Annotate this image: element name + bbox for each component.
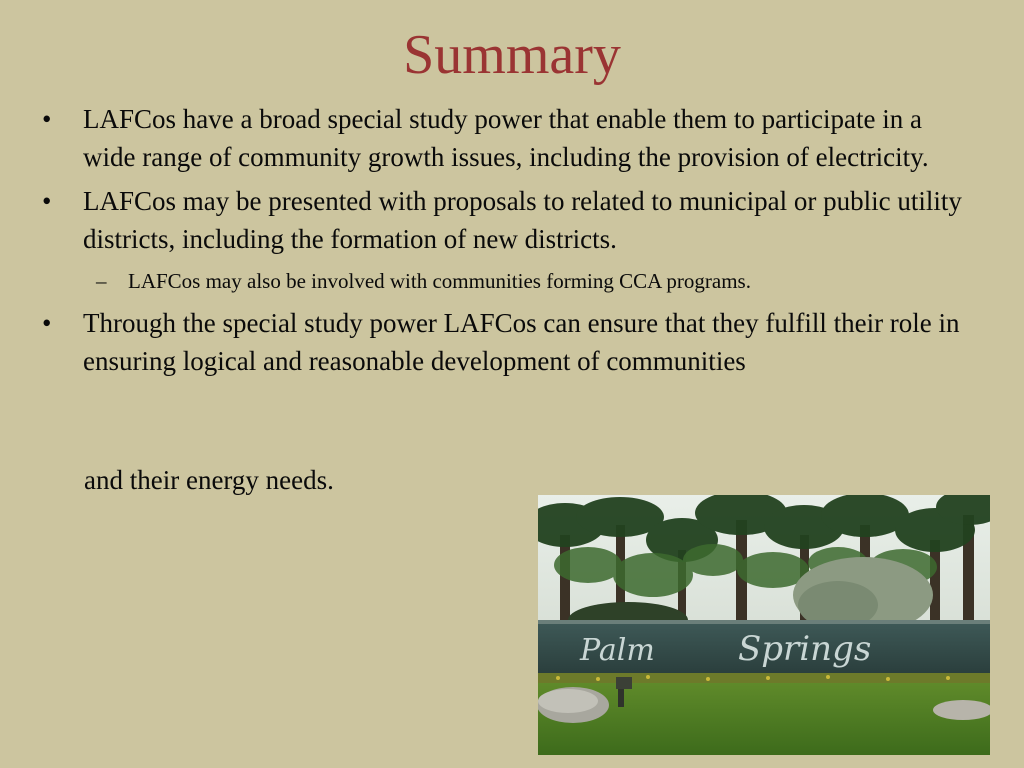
continuation-text: and their energy needs. bbox=[84, 465, 334, 495]
bullet-item bbox=[40, 100, 980, 176]
sign-text-springs: Springs bbox=[738, 629, 872, 669]
palm-springs-illustration bbox=[538, 495, 990, 755]
slide-title: Summary bbox=[403, 24, 621, 86]
bullet-text: LAFCos have a broad special study power that enable them to participate in a wide range of community growth issues, including the provision of electricity. bbox=[83, 104, 929, 172]
sub-bullet-symbol: – bbox=[96, 269, 107, 293]
sub-bullet-text: LAFCos may also be involved with communities forming CCA programs. bbox=[128, 269, 751, 293]
sign-text-palm: Palm bbox=[580, 633, 655, 668]
bullet-symbol: • bbox=[42, 186, 52, 216]
bullet-item bbox=[40, 304, 980, 380]
bullet-item bbox=[40, 182, 980, 258]
bullet-text: LAFCos may be presented with proposals to related to municipal or public utility districts, including the formation of new districts. bbox=[83, 186, 962, 254]
bullet-list bbox=[40, 100, 980, 386]
palm-springs-photo bbox=[538, 495, 990, 755]
bullet-symbol: • bbox=[42, 104, 52, 134]
sub-bullet-item bbox=[40, 264, 980, 298]
bullet-symbol: • bbox=[42, 308, 52, 338]
bullet-text: Through the special study power LAFCos can ensure that they fulfill their role in ensuring logical and reasonable development of communities bbox=[83, 308, 960, 376]
